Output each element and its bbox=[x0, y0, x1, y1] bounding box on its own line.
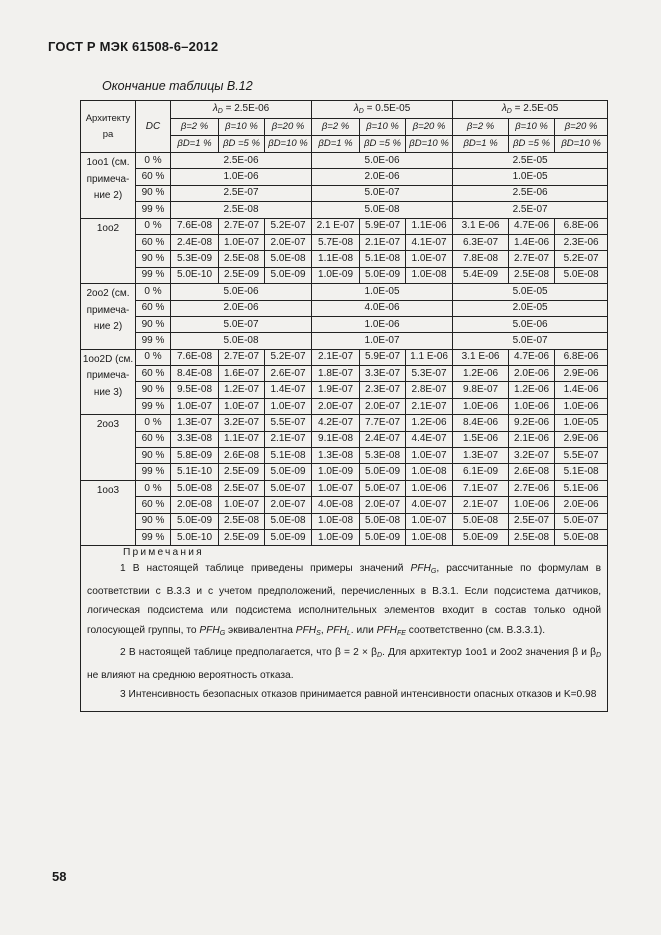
value-cell: 1.2E-06 bbox=[453, 366, 509, 382]
value-cell: 2.6E-08 bbox=[509, 464, 555, 480]
value-cell: 2.1 E-07 bbox=[312, 218, 360, 234]
value-cell: 1.8E-07 bbox=[312, 366, 360, 382]
note-text: PFH bbox=[295, 624, 317, 636]
value-cell: 5.1E-10 bbox=[171, 464, 219, 480]
note-text: . Для архитектур 1oo1 и 2oo2 значения β и β bbox=[382, 647, 597, 659]
value-cell: 5.1E-08 bbox=[265, 448, 312, 464]
header-beta-d: βD =5 % bbox=[219, 136, 265, 153]
value-cell: 1.0E-05 bbox=[312, 284, 453, 300]
value-cell: 7.7E-07 bbox=[360, 415, 406, 431]
table-row bbox=[81, 267, 608, 283]
value-cell: 7.6E-08 bbox=[171, 349, 219, 365]
value-cell: 1.0E-08 bbox=[406, 464, 453, 480]
note-2 bbox=[87, 643, 601, 685]
value-cell: 1.0E-09 bbox=[312, 529, 360, 545]
value-cell: 5.0E-07 bbox=[265, 480, 312, 496]
value-cell: 2.4E-07 bbox=[360, 431, 406, 447]
value-cell: 1.0E-07 bbox=[312, 333, 453, 349]
value-cell: 2.1E-06 bbox=[509, 431, 555, 447]
data-table bbox=[80, 100, 608, 712]
table-row bbox=[81, 513, 608, 529]
value-cell: 2.0E-08 bbox=[171, 497, 219, 513]
value-cell: 4.4E-07 bbox=[406, 431, 453, 447]
dc-cell: 60 % bbox=[136, 497, 171, 513]
value-cell: 5.0E-07 bbox=[171, 316, 312, 332]
value-cell: 7.6E-08 bbox=[171, 218, 219, 234]
value-cell: 2.4E-08 bbox=[171, 234, 219, 250]
table-row bbox=[81, 431, 608, 447]
value-cell: 1.3E-07 bbox=[453, 448, 509, 464]
value-cell: 2.1E-07 bbox=[406, 398, 453, 414]
dc-cell: 90 % bbox=[136, 382, 171, 398]
value-cell: 4.0E-08 bbox=[312, 497, 360, 513]
value-cell: 3.3E-07 bbox=[360, 366, 406, 382]
header-dc: DC bbox=[136, 101, 171, 153]
value-cell: 1.1E-08 bbox=[312, 251, 360, 267]
value-cell: 2.5E-06 bbox=[171, 153, 312, 169]
table-row bbox=[81, 284, 608, 300]
value-cell: 5.9E-07 bbox=[360, 349, 406, 365]
value-cell: 2.0E-05 bbox=[453, 300, 608, 316]
value-cell: 3.2E-07 bbox=[219, 415, 265, 431]
value-cell: 1.2E-07 bbox=[219, 382, 265, 398]
value-cell: 1.4E-06 bbox=[555, 382, 608, 398]
value-cell: 1.3E-07 bbox=[171, 415, 219, 431]
value-cell: 2.5E-08 bbox=[509, 529, 555, 545]
note-text: . или bbox=[350, 624, 377, 636]
value-cell: 4.2E-07 bbox=[312, 415, 360, 431]
value-cell: 2.0E-07 bbox=[265, 234, 312, 250]
value-cell: 1.0E-06 bbox=[406, 480, 453, 496]
value-cell: 2.5E-08 bbox=[219, 513, 265, 529]
table-row bbox=[81, 169, 608, 185]
value-cell: 3.1 E-06 bbox=[453, 349, 509, 365]
value-cell: 2.0E-06 bbox=[555, 497, 608, 513]
header-beta: β=20 % bbox=[265, 119, 312, 136]
architecture-cell: 1oo1 (см. примеча- ние 2) bbox=[81, 153, 136, 219]
dc-cell: 0 % bbox=[136, 415, 171, 431]
value-cell: 5.0E-10 bbox=[171, 267, 219, 283]
value-cell: 2.0E-06 bbox=[312, 169, 453, 185]
value-cell: 5.2E-07 bbox=[265, 218, 312, 234]
value-cell: 1.0E-07 bbox=[406, 251, 453, 267]
header-beta-d: βD=10 % bbox=[555, 136, 608, 153]
header-beta: β=10 % bbox=[219, 119, 265, 136]
table-row bbox=[81, 300, 608, 316]
value-cell: 5.2E-07 bbox=[555, 251, 608, 267]
value-cell: 7.8E-08 bbox=[453, 251, 509, 267]
value-cell: 1.0E-06 bbox=[171, 169, 312, 185]
value-cell: 2.5E-09 bbox=[219, 464, 265, 480]
header-beta-d: βD=10 % bbox=[265, 136, 312, 153]
value-cell: 2.5E-07 bbox=[171, 185, 312, 201]
value-cell: 2.5E-09 bbox=[219, 267, 265, 283]
value-cell: 5.3E-09 bbox=[171, 251, 219, 267]
value-cell: 5.1E-08 bbox=[555, 464, 608, 480]
value-cell: 5.5E-07 bbox=[555, 448, 608, 464]
table-row bbox=[81, 398, 608, 414]
architecture-cell: 1oo2D (см. примеча- ние 3) bbox=[81, 349, 136, 415]
value-cell: 5.0E-06 bbox=[453, 316, 608, 332]
dc-cell: 0 % bbox=[136, 284, 171, 300]
value-cell: 2.0E-07 bbox=[312, 398, 360, 414]
value-cell: 5.0E-09 bbox=[265, 529, 312, 545]
note-text: D bbox=[377, 652, 383, 660]
value-cell: 1.0E-07 bbox=[219, 497, 265, 513]
dc-cell: 99 % bbox=[136, 464, 171, 480]
value-cell: 5.0E-09 bbox=[453, 529, 509, 545]
value-cell: 5.2E-07 bbox=[265, 349, 312, 365]
document-header: ГОСТ Р МЭК 61508-6–2012 bbox=[48, 39, 219, 54]
value-cell: 3.2E-07 bbox=[509, 448, 555, 464]
note-1 bbox=[87, 559, 601, 643]
value-cell: 5.3E-08 bbox=[360, 448, 406, 464]
architecture-cell: 1oo3 bbox=[81, 480, 136, 546]
value-cell: 1.0E-05 bbox=[453, 169, 608, 185]
value-cell: 5.0E-08 bbox=[555, 267, 608, 283]
value-cell: 1.0E-07 bbox=[171, 398, 219, 414]
note-text: L bbox=[346, 629, 351, 637]
note-text: , bbox=[320, 624, 327, 636]
value-cell: 5.0E-09 bbox=[360, 267, 406, 283]
value-cell: 2.5E-07 bbox=[219, 480, 265, 496]
dc-cell: 0 % bbox=[136, 349, 171, 365]
dc-cell: 60 % bbox=[136, 169, 171, 185]
note-text: 2 В настоящей таблице предполагается, что β = 2 × β bbox=[120, 647, 377, 659]
dc-cell: 90 % bbox=[136, 251, 171, 267]
value-cell: 5.0E-07 bbox=[360, 480, 406, 496]
table-row bbox=[81, 333, 608, 349]
value-cell: 1.0E-07 bbox=[219, 234, 265, 250]
value-cell: 6.8E-06 bbox=[555, 349, 608, 365]
note-text: 1 В настоящей таблице приведены примеры значений bbox=[120, 563, 411, 575]
architecture-cell: 1oo2 bbox=[81, 218, 136, 284]
header-lambda-3: $\lambda_D = 2.5E-05$ bbox=[453, 101, 608, 119]
table-row bbox=[81, 415, 608, 431]
value-cell: 1.2E-06 bbox=[406, 415, 453, 431]
value-cell: 6.3E-07 bbox=[453, 234, 509, 250]
value-cell: 2.5E-08 bbox=[219, 251, 265, 267]
value-cell: 1.0E-07 bbox=[219, 398, 265, 414]
value-cell: 5.0E-08 bbox=[265, 251, 312, 267]
value-cell: 2.1E-07 bbox=[360, 234, 406, 250]
value-cell: 5.8E-09 bbox=[171, 448, 219, 464]
table-row bbox=[81, 202, 608, 218]
value-cell: 4.0E-06 bbox=[312, 300, 453, 316]
value-cell: 2.6E-08 bbox=[219, 448, 265, 464]
table-row bbox=[81, 382, 608, 398]
note-text: PFH bbox=[376, 624, 397, 636]
dc-cell: 99 % bbox=[136, 267, 171, 283]
value-cell: 8.4E-06 bbox=[453, 415, 509, 431]
value-cell: 1.0E-09 bbox=[312, 464, 360, 480]
value-cell: 5.1E-08 bbox=[360, 251, 406, 267]
dc-cell: 90 % bbox=[136, 448, 171, 464]
value-cell: 2.0E-07 bbox=[360, 398, 406, 414]
note-text: G bbox=[219, 629, 226, 637]
value-cell: 5.0E-09 bbox=[265, 267, 312, 283]
value-cell: 1.0E-08 bbox=[406, 529, 453, 545]
header-architecture: Архитекту ра bbox=[81, 101, 136, 153]
table-row bbox=[81, 153, 608, 169]
value-cell: 1.0E-07 bbox=[312, 480, 360, 496]
header-beta: β=2 % bbox=[312, 119, 360, 136]
architecture-cell: 2oo2 (см. примеча- ние 2) bbox=[81, 284, 136, 350]
value-cell: 5.0E-05 bbox=[453, 284, 608, 300]
dc-cell: 60 % bbox=[136, 366, 171, 382]
value-cell: 4.0E-07 bbox=[406, 497, 453, 513]
header-beta: β=2 % bbox=[171, 119, 219, 136]
header-beta: β=20 % bbox=[555, 119, 608, 136]
value-cell: 2.5E-09 bbox=[219, 529, 265, 545]
note-text: соответственно (см. В.3.3.1). bbox=[405, 624, 546, 636]
value-cell: 9.5E-08 bbox=[171, 382, 219, 398]
value-cell: 7.1E-07 bbox=[453, 480, 509, 496]
value-cell: 1.0E-08 bbox=[406, 267, 453, 283]
value-cell: 1.0E-07 bbox=[265, 398, 312, 414]
value-cell: 2.8E-07 bbox=[406, 382, 453, 398]
table-caption: Окончание таблицы В.12 bbox=[102, 79, 253, 93]
value-cell: 5.0E-08 bbox=[265, 513, 312, 529]
value-cell: 2.6E-07 bbox=[265, 366, 312, 382]
value-cell: 5.7E-08 bbox=[312, 234, 360, 250]
value-cell: 8.4E-08 bbox=[171, 366, 219, 382]
value-cell: 3.3E-08 bbox=[171, 431, 219, 447]
value-cell: 5.0E-09 bbox=[265, 464, 312, 480]
value-cell: 1.0E-05 bbox=[555, 415, 608, 431]
value-cell: 2.3E-07 bbox=[360, 382, 406, 398]
dc-cell: 99 % bbox=[136, 529, 171, 545]
table-row bbox=[81, 218, 608, 234]
value-cell: 1.1 E-06 bbox=[406, 349, 453, 365]
dc-cell: 60 % bbox=[136, 431, 171, 447]
value-cell: 1.2E-06 bbox=[509, 382, 555, 398]
dc-cell: 60 % bbox=[136, 234, 171, 250]
dc-cell: 99 % bbox=[136, 398, 171, 414]
value-cell: 5.0E-08 bbox=[171, 333, 312, 349]
table-row bbox=[81, 185, 608, 201]
value-cell: 4.1E-07 bbox=[406, 234, 453, 250]
header-beta-d: βD=1 % bbox=[312, 136, 360, 153]
value-cell: 4.7E-06 bbox=[509, 218, 555, 234]
value-cell: 5.0E-10 bbox=[171, 529, 219, 545]
value-cell: 5.0E-08 bbox=[312, 202, 453, 218]
value-cell: 1.0E-07 bbox=[406, 513, 453, 529]
dc-cell: 60 % bbox=[136, 300, 171, 316]
value-cell: 5.0E-09 bbox=[360, 464, 406, 480]
table-row bbox=[81, 529, 608, 545]
value-cell: 2.9E-06 bbox=[555, 431, 608, 447]
dc-cell: 90 % bbox=[136, 185, 171, 201]
note-text: PFH bbox=[326, 624, 347, 636]
note-text: не влияют на среднюю вероятность отказа. bbox=[87, 669, 294, 681]
value-cell: 5.1E-06 bbox=[555, 480, 608, 496]
header-beta: β=2 % bbox=[453, 119, 509, 136]
header-lambda-1: $\lambda_D = 2.5E-06$ bbox=[171, 101, 312, 119]
value-cell: 1.6E-07 bbox=[219, 366, 265, 382]
notes-title: Примечания bbox=[123, 547, 204, 559]
value-cell: 9.2E-06 bbox=[509, 415, 555, 431]
note-text: PFH bbox=[410, 563, 431, 575]
value-cell: 3.1 E-06 bbox=[453, 218, 509, 234]
value-cell: 5.0E-07 bbox=[453, 333, 608, 349]
value-cell: 2.0E-07 bbox=[360, 497, 406, 513]
value-cell: 2.7E-07 bbox=[219, 218, 265, 234]
value-cell: 5.0E-07 bbox=[312, 185, 453, 201]
value-cell: 5.3E-07 bbox=[406, 366, 453, 382]
dc-cell: 0 % bbox=[136, 153, 171, 169]
note-3: 3 Интенсивность безопасных отказов принимается равной интенсивности опасных отказов и K=0.98 bbox=[120, 689, 597, 701]
table-row bbox=[81, 316, 608, 332]
value-cell: 1.5E-06 bbox=[453, 431, 509, 447]
header-lambda-2: $\lambda_D = 0.5E-05$ bbox=[312, 101, 453, 119]
header-beta-d: βD =5 % bbox=[509, 136, 555, 153]
dc-cell: 0 % bbox=[136, 218, 171, 234]
value-cell: 2.9E-06 bbox=[555, 366, 608, 382]
header-beta: β=10 % bbox=[509, 119, 555, 136]
value-cell: 2.7E-07 bbox=[219, 349, 265, 365]
value-cell: 2.0E-06 bbox=[171, 300, 312, 316]
value-cell: 5.0E-06 bbox=[312, 153, 453, 169]
note-text: D bbox=[596, 652, 602, 660]
note-text: FE bbox=[396, 629, 406, 637]
value-cell: 1.1E-07 bbox=[219, 431, 265, 447]
value-cell: 2.5E-07 bbox=[453, 202, 608, 218]
value-cell: 5.0E-06 bbox=[171, 284, 312, 300]
value-cell: 5.0E-09 bbox=[171, 513, 219, 529]
value-cell: 2.1E-07 bbox=[312, 349, 360, 365]
value-cell: 5.4E-09 bbox=[453, 267, 509, 283]
value-cell: 5.0E-09 bbox=[360, 529, 406, 545]
table-row bbox=[81, 349, 608, 365]
value-cell: 1.0E-06 bbox=[509, 497, 555, 513]
note-text: , рассчитанные по формулам в соответствии с В.3.3 и с учетом предположений, перечисленных в В.3.1. Если подсистема датчиков, логическая подсистема или подсистема исполнительных элементов входит в состав только одной голосующей группы, то bbox=[87, 563, 602, 636]
value-cell: 1.3E-08 bbox=[312, 448, 360, 464]
header-beta-d: βD=1 % bbox=[453, 136, 509, 153]
value-cell: 2.5E-07 bbox=[509, 513, 555, 529]
dc-cell: 90 % bbox=[136, 316, 171, 332]
value-cell: 2.7E-07 bbox=[509, 251, 555, 267]
value-cell: 5.0E-08 bbox=[555, 529, 608, 545]
table-row bbox=[81, 480, 608, 496]
note-text: эквивалентна bbox=[225, 624, 296, 636]
note-text: PFH bbox=[199, 624, 220, 636]
value-cell: 5.5E-07 bbox=[265, 415, 312, 431]
value-cell: 1.0E-06 bbox=[453, 398, 509, 414]
value-cell: 2.7E-06 bbox=[509, 480, 555, 496]
value-cell: 9.8E-07 bbox=[453, 382, 509, 398]
value-cell: 1.4E-06 bbox=[509, 234, 555, 250]
value-cell: 1.0E-06 bbox=[555, 398, 608, 414]
dc-cell: 99 % bbox=[136, 202, 171, 218]
header-beta: β=10 % bbox=[360, 119, 406, 136]
header-beta-d: βD =5 % bbox=[360, 136, 406, 153]
architecture-cell: 2oo3 bbox=[81, 415, 136, 481]
table-row bbox=[81, 448, 608, 464]
table-row bbox=[81, 497, 608, 513]
dc-cell: 0 % bbox=[136, 480, 171, 496]
value-cell: 1.0E-06 bbox=[312, 316, 453, 332]
value-cell: 1.0E-07 bbox=[406, 448, 453, 464]
table-row bbox=[81, 234, 608, 250]
value-cell: 5.0E-08 bbox=[360, 513, 406, 529]
value-cell: 1.0E-09 bbox=[312, 267, 360, 283]
value-cell: 5.0E-08 bbox=[453, 513, 509, 529]
notes-section bbox=[81, 546, 608, 712]
value-cell: 2.5E-06 bbox=[453, 185, 608, 201]
value-cell: 1.4E-07 bbox=[265, 382, 312, 398]
table-row bbox=[81, 366, 608, 382]
value-cell: 2.3E-06 bbox=[555, 234, 608, 250]
header-beta-d: βD=10 % bbox=[406, 136, 453, 153]
value-cell: 6.8E-06 bbox=[555, 218, 608, 234]
value-cell: 5.0E-08 bbox=[171, 480, 219, 496]
value-cell: 2.0E-06 bbox=[509, 366, 555, 382]
value-cell: 2.5E-08 bbox=[171, 202, 312, 218]
dc-cell: 90 % bbox=[136, 513, 171, 529]
value-cell: 2.1E-07 bbox=[265, 431, 312, 447]
header-beta: β=20 % bbox=[406, 119, 453, 136]
table-row bbox=[81, 251, 608, 267]
value-cell: 4.7E-06 bbox=[509, 349, 555, 365]
value-cell: 2.0E-07 bbox=[265, 497, 312, 513]
note-text: S bbox=[316, 629, 321, 637]
dc-cell: 99 % bbox=[136, 333, 171, 349]
value-cell: 1.1E-06 bbox=[406, 218, 453, 234]
value-cell: 1.9E-07 bbox=[312, 382, 360, 398]
value-cell: 1.0E-08 bbox=[312, 513, 360, 529]
value-cell: 2.5E-05 bbox=[453, 153, 608, 169]
note-text: G bbox=[430, 568, 437, 576]
value-cell: 2.5E-08 bbox=[509, 267, 555, 283]
value-cell: 9.1E-08 bbox=[312, 431, 360, 447]
table-row bbox=[81, 464, 608, 480]
value-cell: 6.1E-09 bbox=[453, 464, 509, 480]
page-number: 58 bbox=[52, 869, 67, 884]
value-cell: 5.0E-07 bbox=[555, 513, 608, 529]
header-beta-d: βD=1 % bbox=[171, 136, 219, 153]
value-cell: 1.0E-06 bbox=[509, 398, 555, 414]
value-cell: 5.9E-07 bbox=[360, 218, 406, 234]
value-cell: 2.1E-07 bbox=[453, 497, 509, 513]
